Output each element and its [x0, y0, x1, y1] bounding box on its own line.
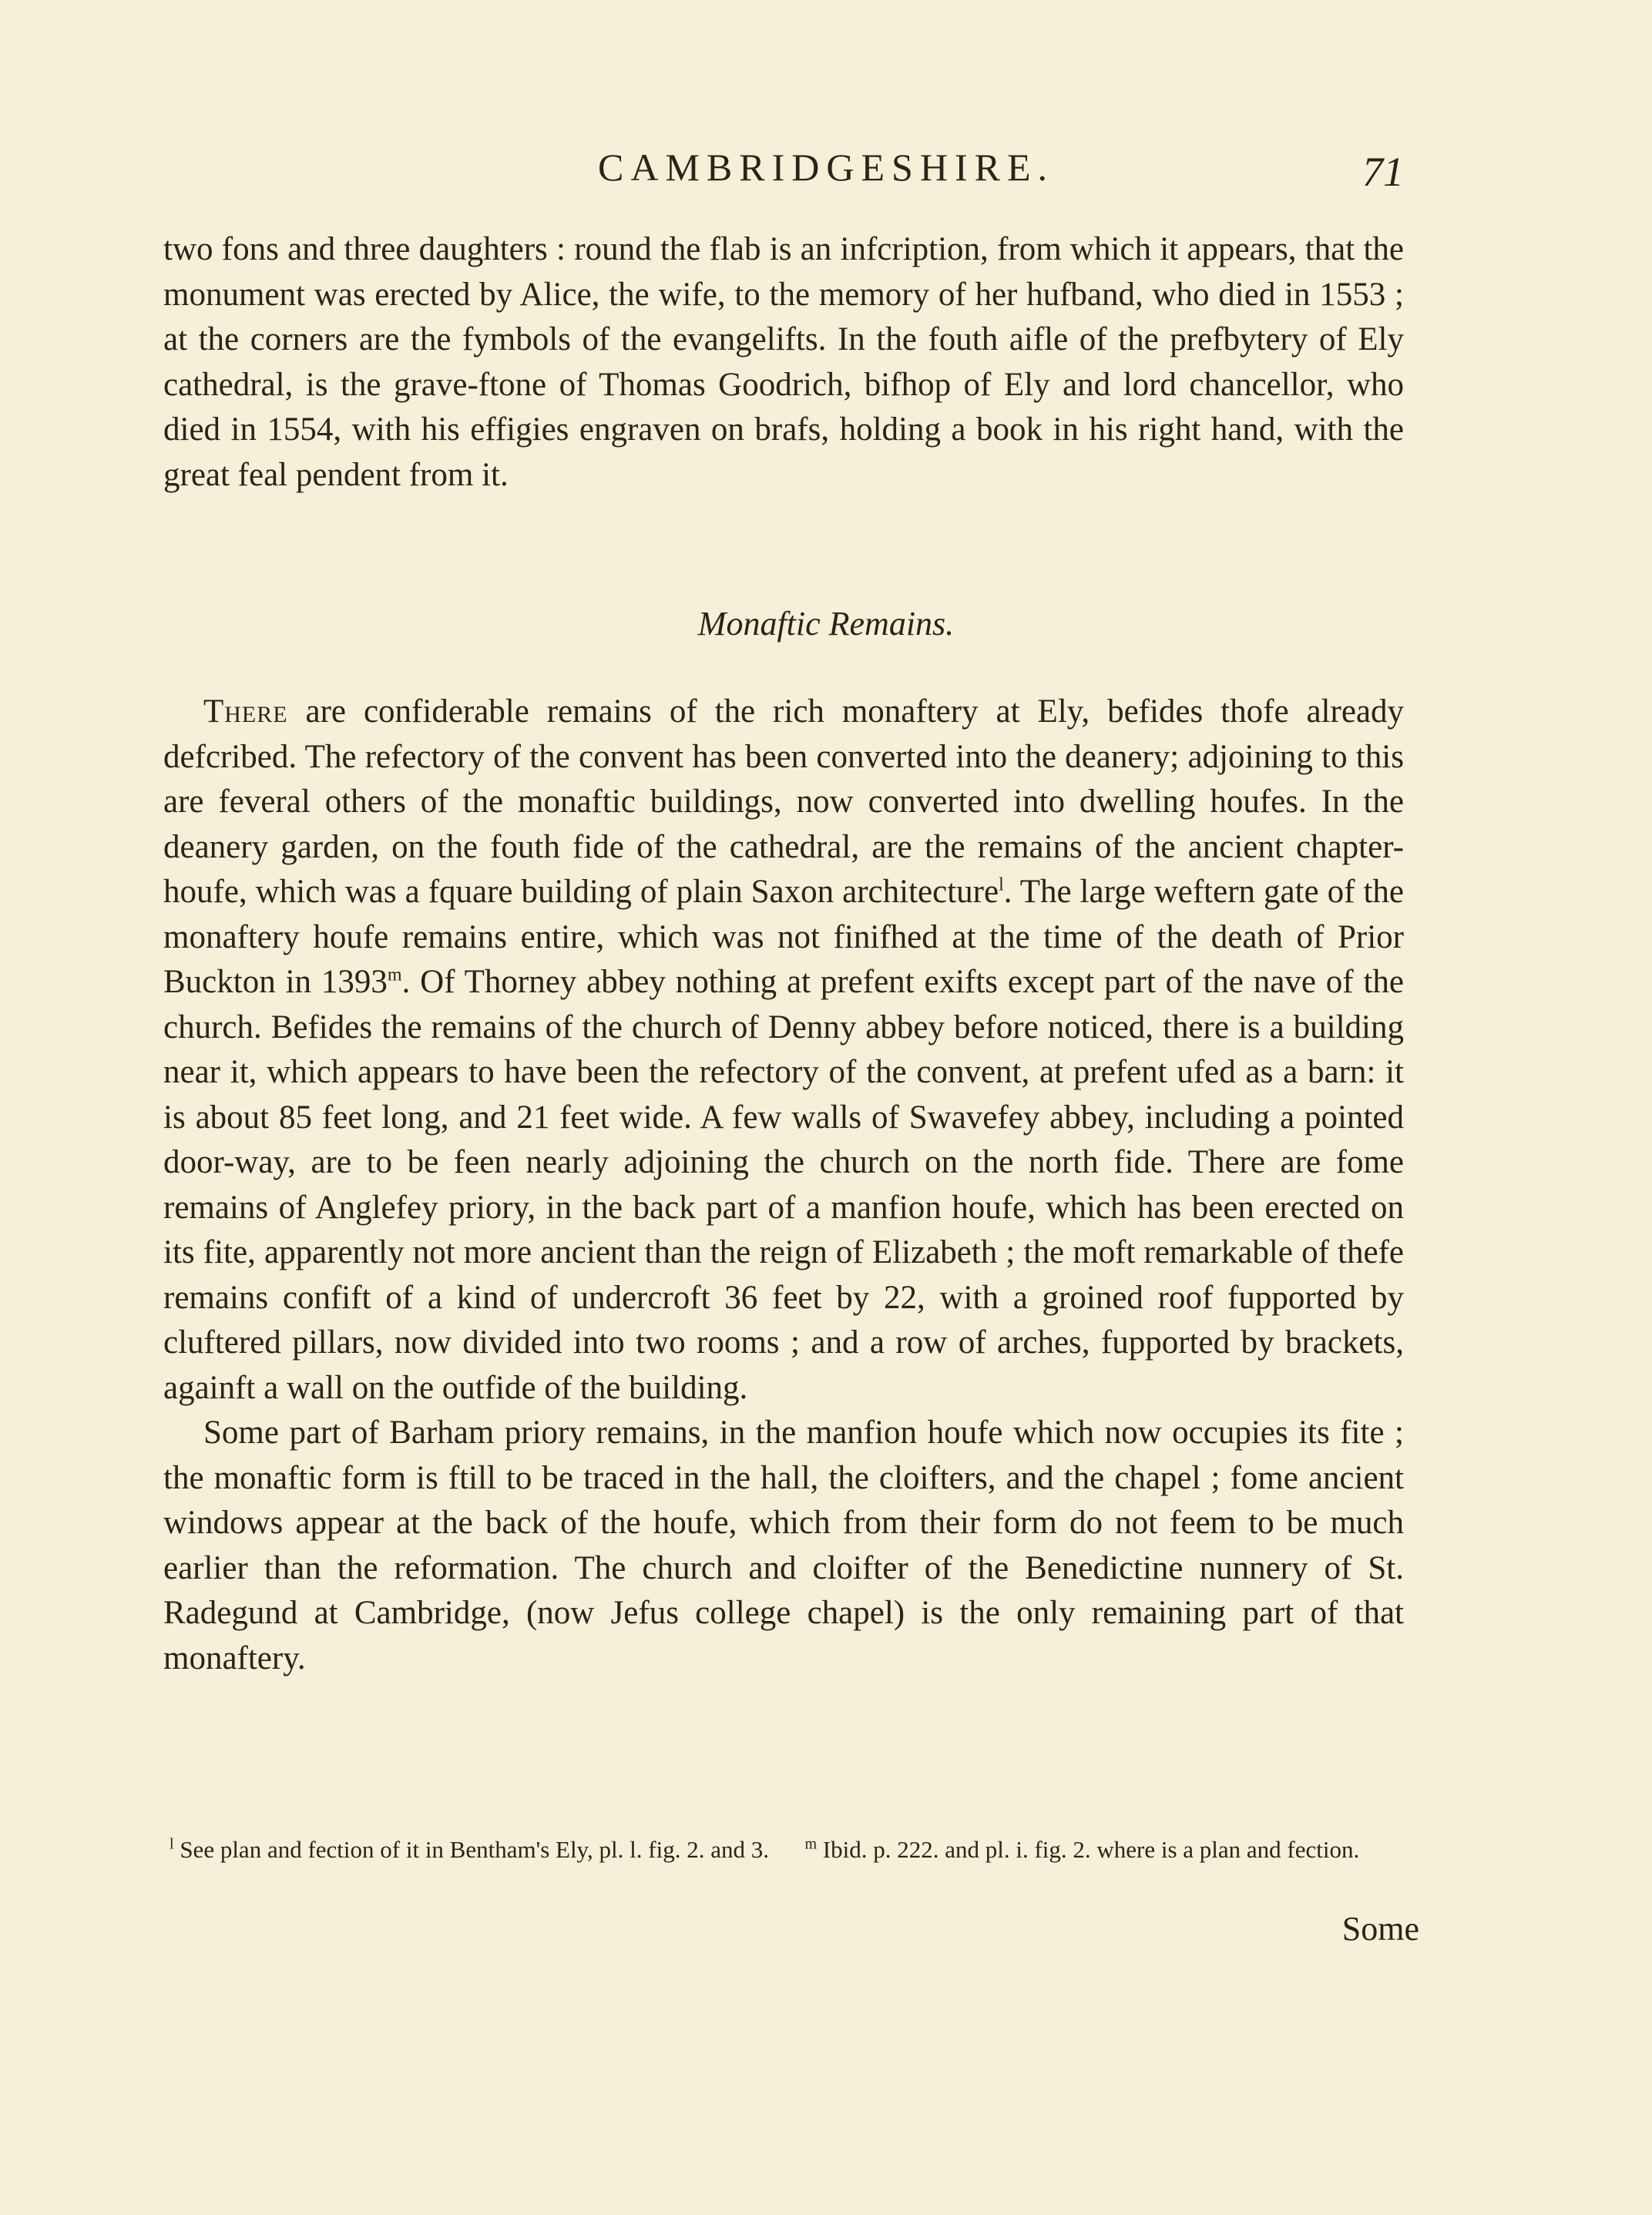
footnote-l-text: See plan and fection of it in Bentham's Ely, pl. l. fig. 2. and 3. — [173, 1836, 769, 1863]
footnote-line — [170, 1832, 1410, 1867]
page-number: 71 — [1362, 149, 1404, 195]
opening-paragraph: two fons and three daughters : round the flab is an infcription, from which it appears, that the monument was erected by Alice, the wife, to the memory of her hufband, who died in 1553 ; at the corners are the fymbols of the evangelifts. In the fouth aifle of the prefbytery of Ely cathedral, is the grave-ftone of Thomas Goodrich, bifhop of Ely and lord chancellor, who died in 1554, with his effigies engraven on brafs, holding a book in his right hand, with the great feal pendent from it. — [163, 231, 1404, 493]
running-head — [0, 145, 1652, 195]
footnotes — [170, 1832, 1410, 1867]
footnote-m-marker: m — [804, 1835, 818, 1853]
lead-word: There — [203, 693, 288, 730]
section-paragraph-2: Some part of Barham priory remains, in the manfion houfe which now occupies its fite ; the monaftic form is ftill to be traced in the hall, the cloifters, and the chapel ; fome ancient windows appear at the back of the houfe, which from their form do not feem to be much earlier than the reformation. The church and cloifter of the Benedictine nunnery of St. Radegund at Cambridge, (now Jefus college chapel) is the only remaining part of that monaftery. — [163, 1415, 1404, 1676]
section-heading: Monaftic Remains. — [697, 605, 955, 643]
footnote-marker-l: l — [999, 874, 1004, 895]
opening-paragraph-block — [163, 227, 1404, 498]
paragraph-text: . The large weftern gate of the monaftery houfe remains entire, which was not finifhed at the time of the death of Prior Buckton in 1393 — [163, 874, 1404, 1000]
paragraph-text: . Of Thorney abbey nothing at prefent exifts except part of the nave of the church. Befides the remains of the church of Denny abbey before noticed, there is a building near it, which appears to have been the refectory of the convent, at prefent ufed as a barn: it is about 85 feet long, and 21 feet wide. A few walls of Swavefey abbey, including a pointed door-way, are to be feen nearly adjoining the church on the north fide. There are fome remains of Anglefey priory, in the back part of a manfion houfe, which has been erected on its fite, apparently not more ancient than the reign of Elizabeth ; the moft remarkable of thefe remains confift of a kind of undercroft 36 feet by 22, with a groined roof fupported by cluftered pillars, now divided into two rooms ; and a row of arches, fupported by brackets, againft a wall on the outfide of the building. — [163, 964, 1404, 1406]
footnote-m-text: Ibid. p. 222. and pl. i. fig. 2. where is a plan and fection. — [817, 1836, 1360, 1863]
catchword: Some — [1341, 1910, 1419, 1948]
section-body — [163, 690, 1404, 1681]
paragraph-text: are confiderable remains of the rich monaftery at Ely, befides thofe already defcribed. The refectory of the convent has been converted into the deanery; adjoining to this are feveral others of the monaftic buildings, now converted into dwelling houfes. In the deanery garden, on the fouth fide of the cathedral, are the remains of the ancient chapter-houfe, which was a fquare building of plain Saxon architecture — [163, 693, 1404, 910]
footnote-marker-m: m — [387, 965, 402, 985]
footnote-l-marker: l — [170, 1835, 174, 1853]
section-paragraph-1 — [163, 690, 1404, 1411]
running-title: CAMBRIDGESHIRE. — [598, 146, 1054, 189]
